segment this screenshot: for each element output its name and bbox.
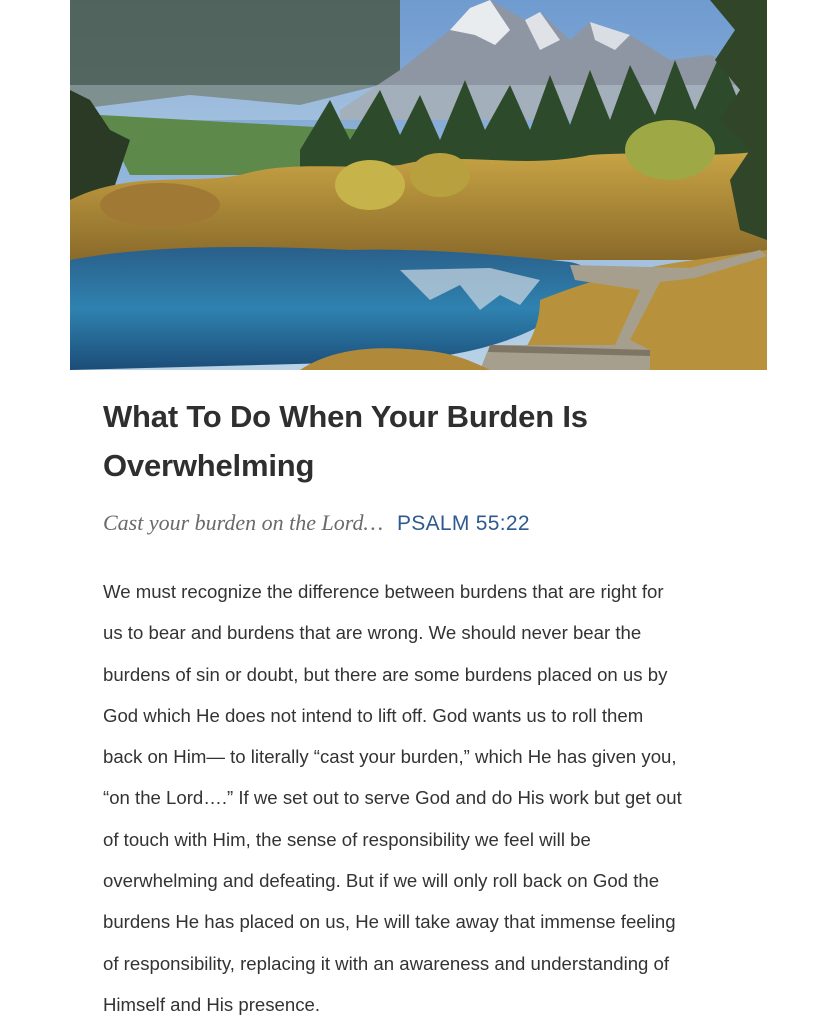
body-line: Himself and His presence. <box>103 993 321 1015</box>
verse-quote: Cast your burden on the Lord… <box>103 510 384 535</box>
verse-line <box>103 507 763 540</box>
body-line: burdens He has placed on us, He will take away that immense feeling <box>103 911 676 933</box>
body-line: burdens of sin or doubt, but there are some burdens placed on us by <box>103 663 668 685</box>
body-line: overwhelming and defeating. But if we will only roll back on God the <box>103 870 660 892</box>
body-line: us to bear and burdens that are wrong. We should never bear the <box>103 622 642 644</box>
body-line: God which He does not intend to lift off. God wants us to roll them <box>103 704 644 726</box>
body-line: of touch with Him, the sense of responsibility we feel will be <box>103 828 591 850</box>
body-line: We must recognize the difference between burdens that are right for <box>103 581 664 602</box>
body-line: “on the Lord….” If we set out to serve God and do His work but get out <box>103 787 682 809</box>
verse-reference-link[interactable]: PSALM 55:22 <box>396 512 530 535</box>
body-line: back on Him— to literally “cast your burden,” which He has given you, <box>103 746 677 768</box>
article-title: What To Do When Your Burden Is Overwhelming <box>103 399 588 483</box>
landscape-photo-icon <box>70 0 767 370</box>
body-line: of responsibility, replacing it with an awareness and understanding of <box>103 952 670 974</box>
article-body <box>103 571 743 1024</box>
hero-image <box>70 0 767 370</box>
